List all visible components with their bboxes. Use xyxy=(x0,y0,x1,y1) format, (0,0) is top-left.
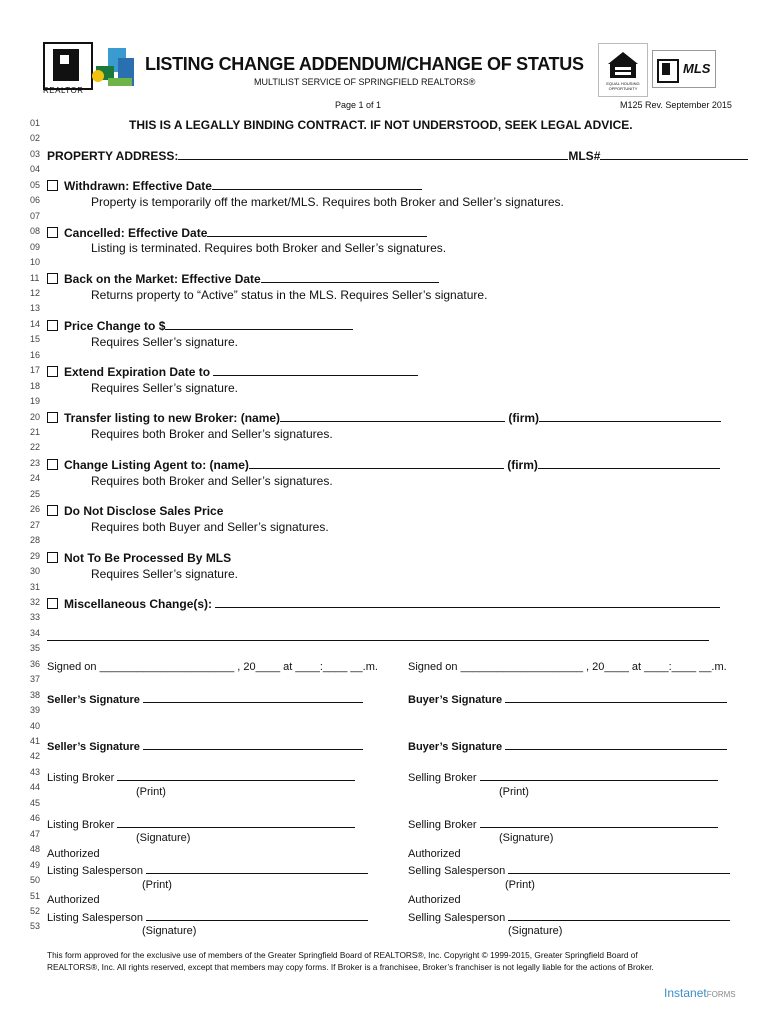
line-number: 40 xyxy=(30,720,41,731)
line-number: 34 xyxy=(30,627,41,638)
listing-salesperson-signature-field[interactable] xyxy=(146,910,368,921)
line-number: 31 xyxy=(30,581,41,592)
transfer-broker-note: Requires both Broker and Seller’s signatures. xyxy=(91,427,333,441)
signed-on-left[interactable]: Signed on ______________________ , 20____ at ____:____ __.m. xyxy=(47,661,378,673)
transfer-broker-name-field[interactable] xyxy=(280,411,505,422)
seller-signature-label: Seller’s Signature xyxy=(47,694,140,706)
selling-broker-print-field[interactable] xyxy=(480,770,718,781)
selling-broker-signature xyxy=(408,817,718,831)
mls-number-field[interactable] xyxy=(600,149,748,160)
line-number: 48 xyxy=(30,844,41,855)
listing-broker-signature-field[interactable] xyxy=(117,817,355,828)
line-number: 28 xyxy=(30,535,41,546)
line-number: 44 xyxy=(30,782,41,793)
mls-label: MLS# xyxy=(568,149,601,163)
line-number: 12 xyxy=(30,287,41,298)
form-subtitle: MULTILIST SERVICE OF SPRINGFIELD REALTORS® xyxy=(254,77,476,87)
line-number: 47 xyxy=(30,828,41,839)
change-agent-note: Requires both Broker and Seller’s signatures. xyxy=(91,474,333,488)
seller-signature-field-2[interactable] xyxy=(143,739,363,750)
buyer-signature-2 xyxy=(408,739,727,753)
line-number: 13 xyxy=(30,303,41,314)
listing-broker-print-caption: (Print) xyxy=(136,786,166,798)
withdrawn-date-field[interactable] xyxy=(212,179,422,190)
line-number: 09 xyxy=(30,241,41,252)
selling-salesperson-signature-field[interactable] xyxy=(508,910,730,921)
not-processed-label: Not To Be Processed By MLS xyxy=(64,551,232,565)
line-number: 22 xyxy=(30,442,41,453)
item-price-change xyxy=(47,319,353,333)
buyer-signature-field-1[interactable] xyxy=(505,692,727,703)
change-agent-firm-field[interactable] xyxy=(538,458,720,469)
property-address-label: PROPERTY ADDRESS: xyxy=(47,149,179,163)
change-agent-firm-label: (firm) xyxy=(507,458,538,472)
line-number: 11 xyxy=(30,272,40,283)
back-on-market-label: Back on the Market: Effective Date xyxy=(64,272,261,286)
listing-broker-print-field[interactable] xyxy=(117,770,355,781)
selling-broker-signature-caption: (Signature) xyxy=(499,832,554,844)
item-withdrawn xyxy=(47,179,422,193)
change-agent-checkbox[interactable] xyxy=(47,459,58,470)
seller-signature-field-1[interactable] xyxy=(143,692,363,703)
item-cancelled xyxy=(47,226,427,240)
line-number: 45 xyxy=(30,797,41,808)
signed-on-right[interactable]: Signed on ____________________ , 20____ at ____:____ __.m. xyxy=(408,661,727,673)
back-on-market-checkbox[interactable] xyxy=(47,273,58,284)
line-number: 04 xyxy=(30,164,41,175)
line-number: 46 xyxy=(30,813,41,824)
listing-salesperson-signature xyxy=(47,910,368,924)
line-number: 20 xyxy=(30,411,41,422)
authorized-label-left-2: Authorized xyxy=(47,894,100,906)
line-number: 27 xyxy=(30,519,41,530)
cancelled-date-field[interactable] xyxy=(207,226,427,237)
change-agent-label: Change Listing Agent to: (name) xyxy=(64,458,249,472)
line-number: 05 xyxy=(30,179,41,190)
instanet-forms-logo xyxy=(664,986,736,1000)
line-number: 19 xyxy=(30,396,41,407)
forms-brand: FORMS xyxy=(706,990,736,999)
listing-salesperson-signature-caption: (Signature) xyxy=(142,925,197,937)
line-number: 41 xyxy=(30,736,41,746)
selling-broker-signature-field[interactable] xyxy=(480,817,718,828)
not-processed-note: Requires Seller’s signature. xyxy=(91,567,238,581)
mls-logo-text: MLS xyxy=(683,61,711,76)
seller-signature-label: Seller’s Signature xyxy=(47,741,140,753)
do-not-disclose-note: Requires both Buyer and Seller’s signatures. xyxy=(91,520,329,534)
authorized-label-left-1: Authorized xyxy=(47,848,100,860)
springfield-logo xyxy=(90,44,138,92)
miscellaneous-checkbox[interactable] xyxy=(47,598,58,609)
buyer-signature-label: Buyer’s Signature xyxy=(408,694,503,706)
extend-expiration-checkbox[interactable] xyxy=(47,366,58,377)
line-number: 07 xyxy=(30,210,41,221)
selling-broker-print xyxy=(408,770,718,784)
miscellaneous-field-1[interactable] xyxy=(215,597,720,608)
realtor-logo-text: REALTOR xyxy=(43,86,84,95)
line-number: 21 xyxy=(30,427,41,437)
authorized-label-right-1: Authorized xyxy=(408,848,461,860)
line-number: 39 xyxy=(30,705,41,716)
authorized-label-right-2: Authorized xyxy=(408,894,461,906)
miscellaneous-label: Miscellaneous Change(s): xyxy=(64,597,213,611)
listing-salesperson-print xyxy=(47,863,368,877)
do-not-disclose-label: Do Not Disclose Sales Price xyxy=(64,504,224,518)
property-address-field[interactable] xyxy=(178,149,568,160)
equal-housing-text: EQUAL HOUSING OPPORTUNITY xyxy=(606,81,640,91)
instanet-brand: Instanet xyxy=(664,986,707,1000)
withdrawn-checkbox[interactable] xyxy=(47,180,58,191)
listing-salesperson-print-caption: (Print) xyxy=(142,879,172,891)
line-number: 42 xyxy=(30,751,41,762)
item-do-not-disclose xyxy=(47,504,223,518)
selling-salesperson-print-caption: (Print) xyxy=(505,879,535,891)
buyer-signature-1 xyxy=(408,692,727,706)
line-number: 53 xyxy=(30,921,41,932)
do-not-disclose-checkbox[interactable] xyxy=(47,505,58,516)
line-number: 08 xyxy=(30,226,41,237)
selling-salesperson-signature-caption: (Signature) xyxy=(508,925,563,937)
selling-broker-print-caption: (Print) xyxy=(499,786,529,798)
line-number: 24 xyxy=(30,473,41,484)
back-on-market-date-field[interactable] xyxy=(261,272,439,283)
property-address-row xyxy=(47,149,748,163)
line-number: 02 xyxy=(30,133,41,144)
transfer-broker-firm-label: (firm) xyxy=(508,411,540,425)
extend-expiration-note: Requires Seller’s signature. xyxy=(91,381,238,395)
buyer-signature-label: Buyer’s Signature xyxy=(408,741,503,753)
cancelled-label: Cancelled: Effective Date xyxy=(64,226,208,240)
back-on-market-note: Returns property to “Active” status in the MLS. Requires Seller’s signature. xyxy=(91,288,488,302)
withdrawn-label: Withdrawn: Effective Date xyxy=(64,179,212,193)
line-number: 50 xyxy=(30,875,41,885)
footer-line-1: This form approved for the exclusive use of members of the Greater Springfield Board of REALTORS®, Inc. Copyright © 1999-2015, Greater Springfield Board of xyxy=(47,950,638,960)
cancelled-note: Listing is terminated. Requires both Broker and Seller’s signatures. xyxy=(91,241,447,255)
transfer-broker-label: Transfer listing to new Broker: (name) xyxy=(64,411,281,425)
line-number: 37 xyxy=(30,674,41,685)
line-number: 38 xyxy=(30,689,41,700)
selling-salesperson-label: Selling Salesperson xyxy=(408,912,506,924)
line-number: 23 xyxy=(30,457,41,468)
item-transfer-broker xyxy=(47,411,721,425)
line-number: 16 xyxy=(30,349,41,360)
realtor-logo xyxy=(43,42,93,95)
line-number: 52 xyxy=(30,905,41,916)
footer-line-2: REALTORS®, Inc. All rights reserved, except that members may copy forms. If Broker is a franchisee, Broker’s franchiser is not legally liable for the actions of Broker. xyxy=(47,962,654,972)
listing-broker-label: Listing Broker xyxy=(47,772,115,784)
line-number: 36 xyxy=(30,658,41,669)
line-number: 15 xyxy=(30,334,41,345)
withdrawn-note: Property is temporarily off the market/MLS. Requires both Broker and Seller’s signatures. xyxy=(91,195,564,209)
line-number: 29 xyxy=(30,550,41,561)
line-number: 06 xyxy=(30,195,41,206)
cancelled-checkbox[interactable] xyxy=(47,227,58,238)
listing-salesperson-print-field[interactable] xyxy=(146,863,368,874)
listing-salesperson-label: Listing Salesperson xyxy=(47,865,144,877)
selling-salesperson-print-field[interactable] xyxy=(508,863,730,874)
seller-signature-1 xyxy=(47,692,363,706)
item-change-agent xyxy=(47,458,720,472)
extend-expiration-field[interactable] xyxy=(213,365,418,376)
buyer-signature-field-2[interactable] xyxy=(505,739,727,750)
line-number: 43 xyxy=(30,766,41,777)
line-number: 51 xyxy=(30,890,41,901)
transfer-broker-firm-field[interactable] xyxy=(539,411,721,422)
not-processed-checkbox[interactable] xyxy=(47,552,58,563)
line-number: 26 xyxy=(30,504,41,515)
change-agent-name-field[interactable] xyxy=(249,458,504,469)
line-number: 25 xyxy=(30,488,41,499)
item-miscellaneous xyxy=(47,597,720,611)
item-extend-expiration xyxy=(47,365,418,379)
price-change-label: Price Change to $ xyxy=(64,319,166,333)
price-change-note: Requires Seller’s signature. xyxy=(91,335,238,349)
listing-broker-print xyxy=(47,770,355,784)
selling-salesperson-signature xyxy=(408,910,730,924)
line-number: 10 xyxy=(30,257,41,267)
line-number: 18 xyxy=(30,380,41,391)
item-not-processed xyxy=(47,551,231,565)
line-number: 01 xyxy=(30,118,41,128)
line-number: 30 xyxy=(30,566,41,576)
selling-broker-label: Selling Broker xyxy=(408,772,477,784)
listing-broker-label: Listing Broker xyxy=(47,819,115,831)
miscellaneous-field-2[interactable] xyxy=(47,640,709,641)
line-number: 33 xyxy=(30,612,41,623)
extend-expiration-label: Extend Expiration Date to xyxy=(64,365,211,379)
seller-signature-2 xyxy=(47,739,363,753)
line-number: 35 xyxy=(30,643,41,654)
line-number: 14 xyxy=(30,318,41,329)
page-number: Page 1 of 1 xyxy=(335,100,382,110)
mls-logo xyxy=(652,50,716,88)
selling-salesperson-print xyxy=(408,863,730,877)
line-number: 49 xyxy=(30,859,41,870)
form-title: LISTING CHANGE ADDENDUM/CHANGE OF STATUS xyxy=(145,54,584,74)
selling-salesperson-label: Selling Salesperson xyxy=(408,865,506,877)
line-number: 32 xyxy=(30,597,41,607)
equal-housing-logo xyxy=(598,43,648,97)
listing-salesperson-label: Listing Salesperson xyxy=(47,912,144,924)
legal-warning: THIS IS A LEGALLY BINDING CONTRACT. IF NOT UNDERSTOOD, SEEK LEGAL ADVICE. xyxy=(129,118,633,132)
revision: M125 Rev. September 2015 xyxy=(620,100,732,110)
selling-broker-label: Selling Broker xyxy=(408,819,477,831)
price-change-field[interactable] xyxy=(165,319,353,330)
transfer-broker-checkbox[interactable] xyxy=(47,412,58,423)
listing-broker-signature-caption: (Signature) xyxy=(136,832,191,844)
price-change-checkbox[interactable] xyxy=(47,320,58,331)
item-back-on-market xyxy=(47,272,439,286)
line-number: 17 xyxy=(30,365,41,376)
line-number: 03 xyxy=(30,148,41,159)
listing-broker-signature xyxy=(47,817,355,831)
